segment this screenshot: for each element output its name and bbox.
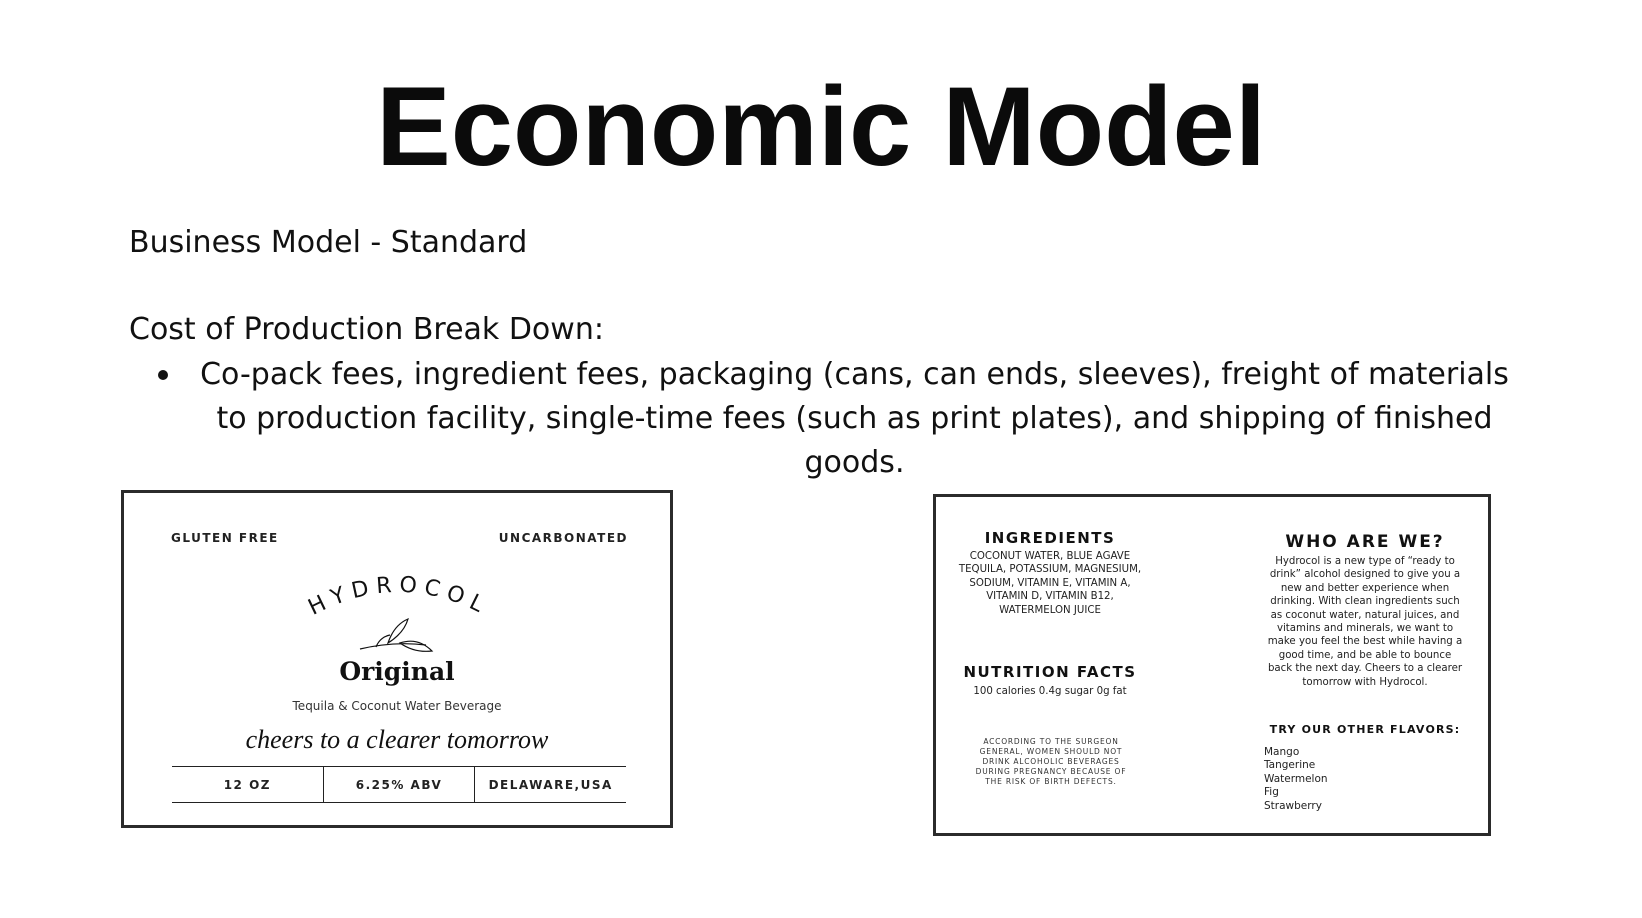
cost-heading: Cost of Production Break Down: xyxy=(129,312,604,347)
about-line: vitamins and minerals, we want to xyxy=(1276,623,1454,635)
flavors-title: TRY OUR OTHER FLAVORS: xyxy=(1269,723,1461,736)
warning-line: ACCORDING TO THE SURGEON xyxy=(983,737,1119,746)
about-line: good time, and be able to bounce xyxy=(1278,649,1452,661)
nutrition-text: 100 calories 0.4g sugar 0g fat xyxy=(973,686,1127,697)
tagline: cheers to a clearer tomorrow xyxy=(245,725,549,754)
flavor-item: Tangerine xyxy=(1264,759,1316,772)
ingredients-line: WATERMELON JUICE xyxy=(999,604,1101,616)
about-line: back the next day. Cheers to a clearer xyxy=(1267,663,1463,675)
front-label-image xyxy=(121,490,673,828)
about-line: tomorrow with Hydrocol. xyxy=(1302,676,1428,688)
flavor-item: Watermelon xyxy=(1264,772,1328,785)
product-description: Tequila & Coconut Water Beverage xyxy=(292,699,502,713)
origin-cell: DELAWARE,USA xyxy=(474,767,626,802)
uncarbonated-text: UNCARBONATED xyxy=(498,531,628,545)
warning-line: DURING PREGNANCY BECAUSE OF xyxy=(975,767,1127,776)
ingredients-line: VITAMIN D, VITAMIN B12, xyxy=(986,591,1114,603)
about-line: new and better experience when xyxy=(1280,582,1450,594)
about-text xyxy=(1254,555,1476,689)
about-title: WHO ARE WE? xyxy=(1285,532,1445,552)
nutrition-title: NUTRITION FACTS xyxy=(963,663,1137,681)
ingredients-title: INGREDIENTS xyxy=(984,529,1116,547)
surgeon-general-warning xyxy=(958,737,1144,787)
spec-table xyxy=(172,766,626,803)
about-line: Hydrocol is a new type of “ready to xyxy=(1275,556,1455,567)
ingredients-line: SODIUM, VITAMIN E, VITAMIN A, xyxy=(969,577,1131,589)
bullet-dot-icon xyxy=(158,370,168,380)
flavor-item: Mango xyxy=(1264,746,1300,758)
gluten-free-text: GLUTEN FREE xyxy=(171,531,279,545)
about-line: drink” alcohol designed to give you a xyxy=(1269,569,1461,581)
flavors-list xyxy=(1264,746,1328,813)
cost-bullet: Co-pack fees, ingredient fees, packaging (cans, can ends, sleeves), freight of materials to production facility, single-time fees (such as print plates), and shipping of finished goods. xyxy=(200,357,1509,480)
hydrocol-logo xyxy=(304,565,494,655)
abv-cell: 6.25% ABV xyxy=(323,767,475,802)
slide-title: Economic Model xyxy=(376,64,1266,189)
warning-line: THE RISK OF BIRTH DEFECTS. xyxy=(985,777,1117,786)
about-line: as coconut water, natural juices, and xyxy=(1270,609,1460,621)
brand-name: HYDROCOL xyxy=(304,572,494,621)
warning-line: GENERAL, WOMEN SHOULD NOT xyxy=(979,747,1123,756)
warning-line: DRINK ALCOHOLIC BEVERAGES xyxy=(982,757,1120,766)
ingredients-list xyxy=(936,550,1164,617)
flavor-item: Fig xyxy=(1264,786,1279,799)
about-line: make you feel the best while having a xyxy=(1267,636,1463,648)
ingredients-line: COCONUT WATER, BLUE AGAVE xyxy=(969,551,1131,562)
volume-cell: 12 OZ xyxy=(223,777,271,792)
about-line: drinking. With clean ingredients such xyxy=(1270,596,1460,608)
business-model-text: Business Model - Standard xyxy=(129,225,528,260)
olive-branch-icon xyxy=(360,619,432,651)
ingredients-line: TEQUILA, POTASSIUM, MAGNESIUM, xyxy=(958,564,1142,576)
product-name: Original xyxy=(339,657,455,686)
back-label-image xyxy=(933,494,1491,836)
svg-text:HYDROCOL xyxy=(305,573,494,621)
flavor-item: Strawberry xyxy=(1264,799,1322,812)
